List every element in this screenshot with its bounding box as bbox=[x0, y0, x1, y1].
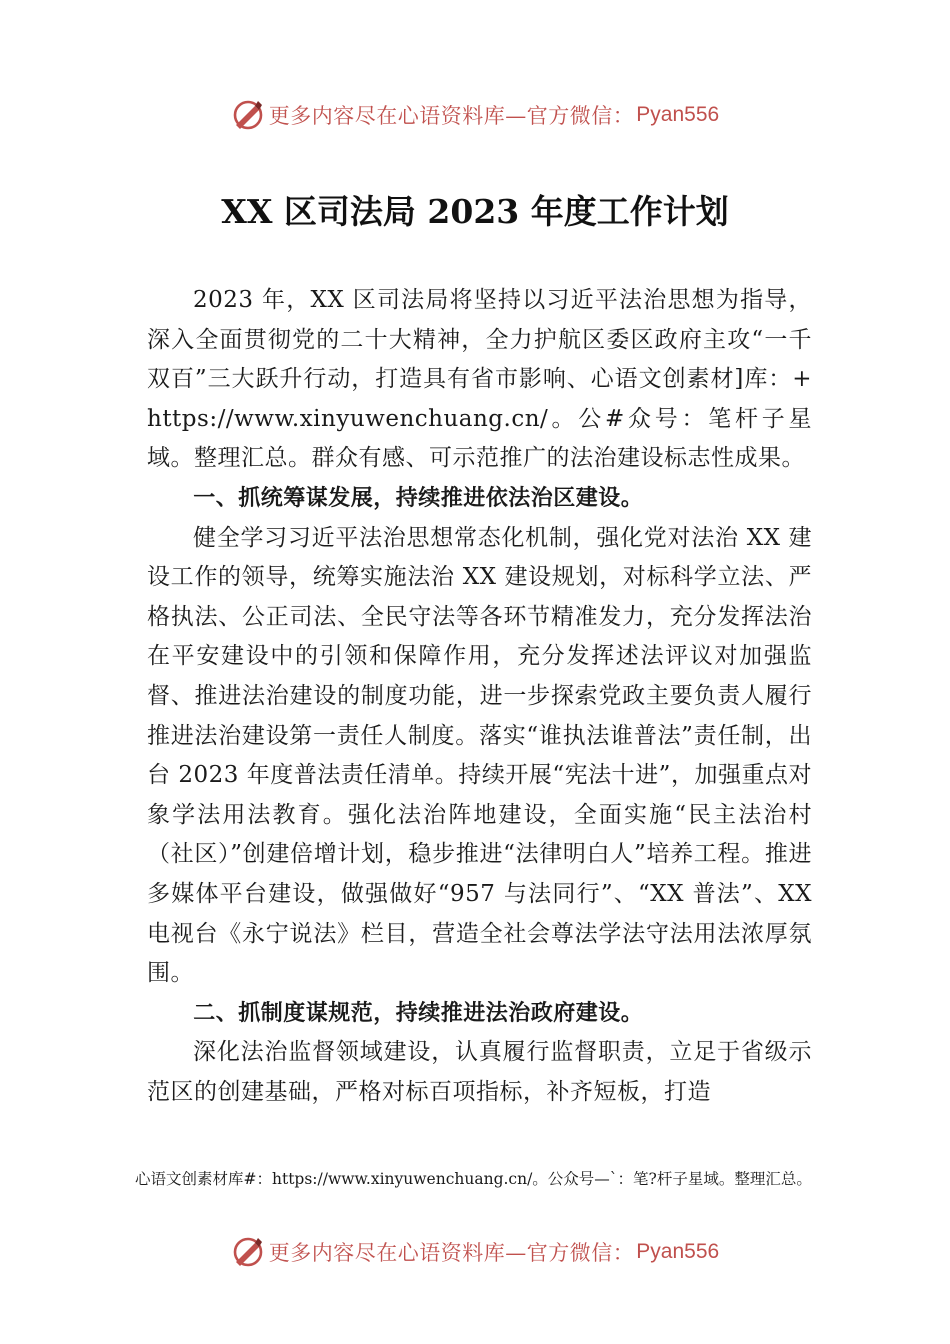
section-heading-2: 二、抓制度谋规范，持续推进法治政府建设。 bbox=[193, 1000, 644, 1026]
paragraph-intro: 2023 年，XX 区司法局将坚持以习近平法治思想为指导，深入全面贯彻党的二十大精神，全力护航区委区政府主攻“一千双百”三大跃升行动，打造具有省市影响、心语文创素材]库：+https://www.xinyuwenchuang.cn/。公#众号：笔杆子星域。整理汇总。群众有感、可示范推广的法治建设标志性成果。 bbox=[147, 287, 812, 472]
banner-wechat-id: Pyan556 bbox=[636, 1240, 720, 1263]
document-body bbox=[147, 281, 812, 1112]
header-banner bbox=[0, 95, 950, 135]
banner-wechat-id: Pyan556 bbox=[636, 103, 720, 126]
document-title: XX 区司法局 2023 年度工作计划 bbox=[221, 192, 729, 231]
banner-text: 更多内容尽在心语资料库—官方微信： bbox=[268, 1241, 635, 1265]
page-footnote: 心语文创素材库#：https://www.xinyuwenchuang.cn/。公众号—`：笔?杆子星域。整理汇总。 bbox=[135, 1170, 812, 1188]
banner-text: 更多内容尽在心语资料库—官方微信： bbox=[268, 104, 635, 128]
paragraph-section-1: 健全学习习近平法治思想常态化机制，强化党对法治 XX 建设工作的领导，统筹实施法治 XX 建设规划，对标科学立法、严格执法、公正司法、全民守法等各环节精准发力，充分发挥法治在平安建设中的引领和保障作用，充分发挥述法评议对加强监督、推进法治建设的制度功能，进一步探索党政主要负责人履行推进法治建设第一责任人制度。落实“谁执法谁普法”责任制，出台 2023 年度普法责任清单。持续开展“宪法十进”，加强重点对象学法用法教育。强化法治阵地建设，全面实施“民主法治村（社区）”创建倍增计划，稳步推进“法律明白人”培养工程。推进多媒体平台建设，做强做好“957 与法同行”、“XX 普法”、XX 电视台《永宁说法》栏目，营造全社会尊法学法守法用法浓厚氛围。 bbox=[147, 524, 812, 987]
section-heading-1: 一、抓统筹谋发展，持续推进依法治区建设。 bbox=[193, 485, 644, 511]
pen-logo-icon bbox=[231, 98, 265, 132]
paragraph-section-2: 深化法治监督领域建设，认真履行监督职责，立足于省级示范区的创建基础，严格对标百项指标，补齐短板，打造 bbox=[147, 1039, 812, 1105]
pen-logo-icon bbox=[231, 1235, 265, 1269]
footer-banner bbox=[0, 1232, 950, 1272]
